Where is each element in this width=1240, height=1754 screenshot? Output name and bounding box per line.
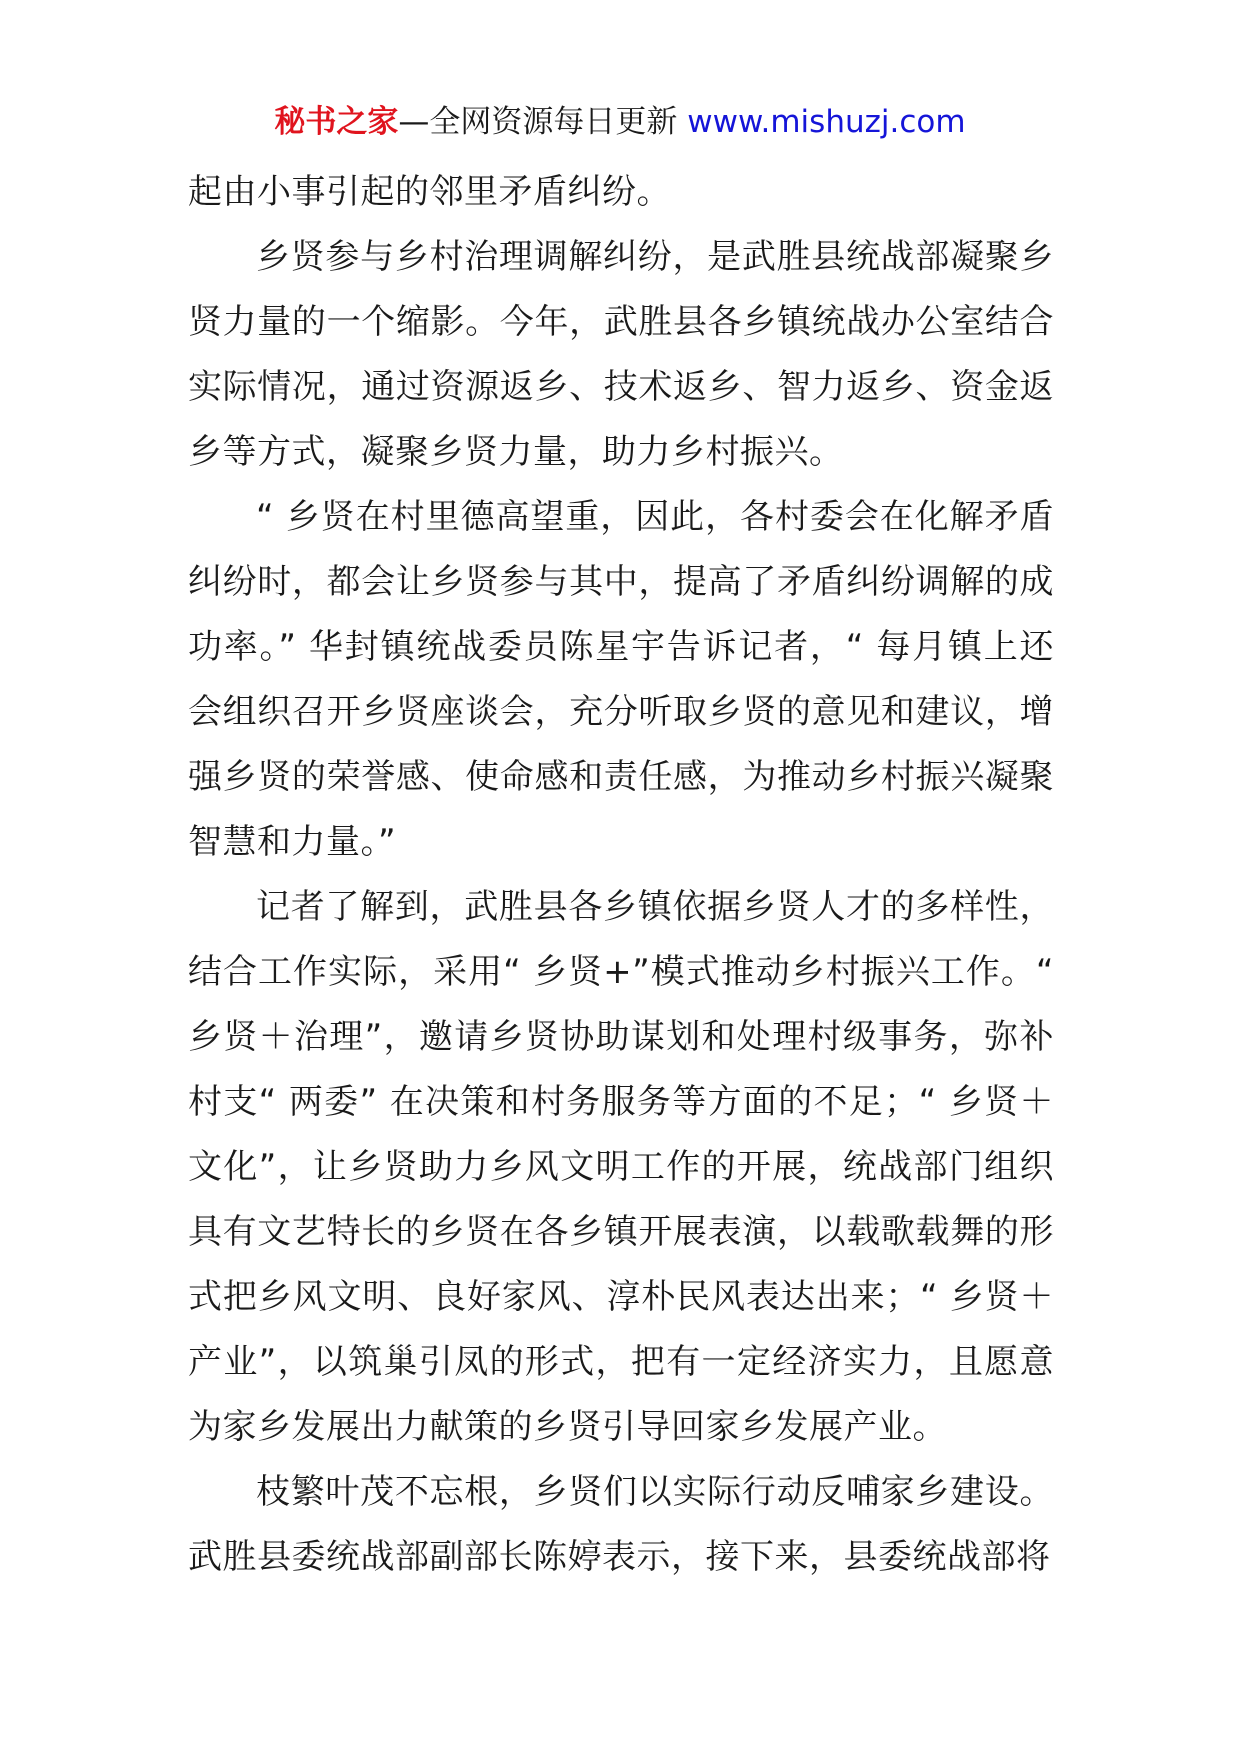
document-body: [188, 160, 1054, 1590]
site-url[interactable]: www.mishuzj.com: [687, 104, 966, 140]
brand-slogan: —全网资源每日更新: [398, 104, 678, 140]
paragraph: “ 乡贤在村里德高望重，因此，各村委会在化解矛盾纠纷时，都会让乡贤参与其中，提高了矛盾纠纷调解的成功率。” 华封镇统战委员陈星宇告诉记者，“ 每月镇上还会组织召开乡贤座谈会，充分听取乡贤的意见和建议，增强乡贤的荣誉感、使命感和责任感，为推动乡村振兴凝聚智慧和力量。”: [188, 497, 1054, 862]
paragraph: 乡贤参与乡村治理调解纠纷，是武胜县统战部凝聚乡贤力量的一个缩影。今年，武胜县各乡镇统战办公室结合实际情况，通过资源返乡、技术返乡、智力返乡、资金返乡等方式，凝聚乡贤力量，助力乡村振兴。: [188, 237, 1054, 472]
paragraph: 枝繁叶茂不忘根，乡贤们以实际行动反哺家乡建设。武胜县委统战部副部长陈婷表示，接下来，县委统战部将: [188, 1472, 1054, 1577]
paragraph: 记者了解到，武胜县各乡镇依据乡贤人才的多样性，结合工作实际，采用“ 乡贤+”模式推动乡村振兴工作。“ 乡贤＋治理”，邀请乡贤协助谋划和处理村级事务，弥补村支“ 两委” 在决策和村务服务等方面的不足；“ 乡贤＋文化”，让乡贤助力乡风文明工作的开展，统战部门组织具有文艺特长的乡贤在各乡镇开展表演，以载歌载舞的形式把乡风文明、良好家风、淳朴民风表达出来；“ 乡贤＋产业”，以筑巢引凤的形式，把有一定经济实力，且愿意为家乡发展出力献策的乡贤引导回家乡发展产业。: [188, 887, 1054, 1447]
site-watermark-header: [0, 100, 1240, 144]
paragraph-continued: 起由小事引起的邻里矛盾纠纷。: [188, 172, 671, 212]
brand-name: 秘书之家: [274, 104, 399, 140]
